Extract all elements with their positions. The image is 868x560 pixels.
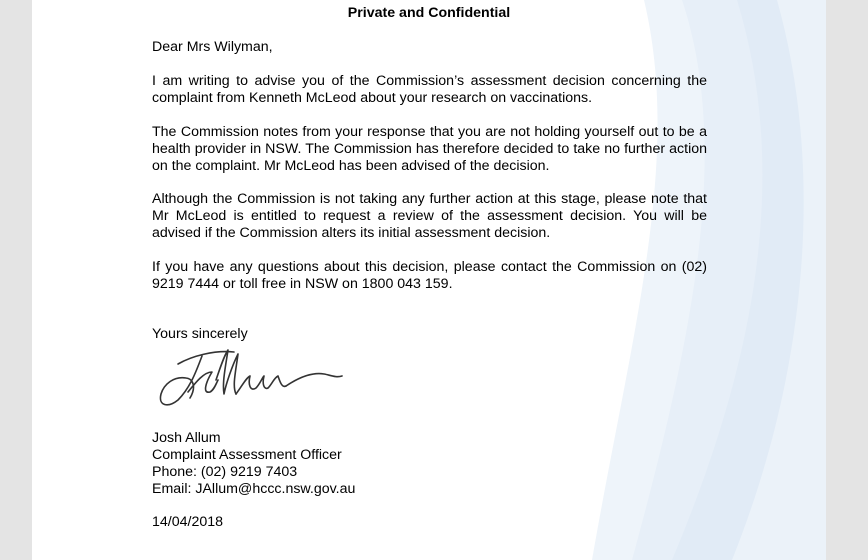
signatory-email: Email: JAllum@hccc.nsw.gov.au bbox=[152, 481, 356, 497]
salutation: Dear Mrs Wilyman, bbox=[152, 39, 273, 55]
handwritten-signature bbox=[152, 342, 348, 414]
paragraph-decision: I am writing to advise you of the Commission’s assessment decision concerning the complaint from Kenneth McLeod about your research on vaccinations. bbox=[152, 73, 707, 106]
signatory-phone: Phone: (02) 9219 7403 bbox=[152, 464, 298, 480]
letter-date: 14/04/2018 bbox=[152, 514, 224, 530]
letter-heading: Private and Confidential bbox=[347, 5, 511, 21]
letter-page bbox=[32, 0, 826, 560]
signatory-name: Josh Allum bbox=[152, 430, 221, 446]
paragraph-review-rights: Although the Commission is not taking any further action at this stage, please note that Mr McLeod is entitled to request a review of the assessment decision. You will be advised if the Commission alters its initial assessment decision. bbox=[152, 191, 707, 241]
paragraph-no-further-action: The Commission notes from your response that you are not holding yourself out to be a health provider in NSW. The Commission has therefore decided to take no further action on the complaint. Mr McLeod has been advised of the decision. bbox=[152, 124, 707, 174]
signatory-title: Complaint Assessment Officer bbox=[152, 447, 342, 463]
paragraph-contact: If you have any questions about this decision, please contact the Commission on (02) 9219 7444 or toll free in NSW on 1800 043 159. bbox=[152, 259, 707, 292]
closing: Yours sincerely bbox=[152, 326, 248, 342]
